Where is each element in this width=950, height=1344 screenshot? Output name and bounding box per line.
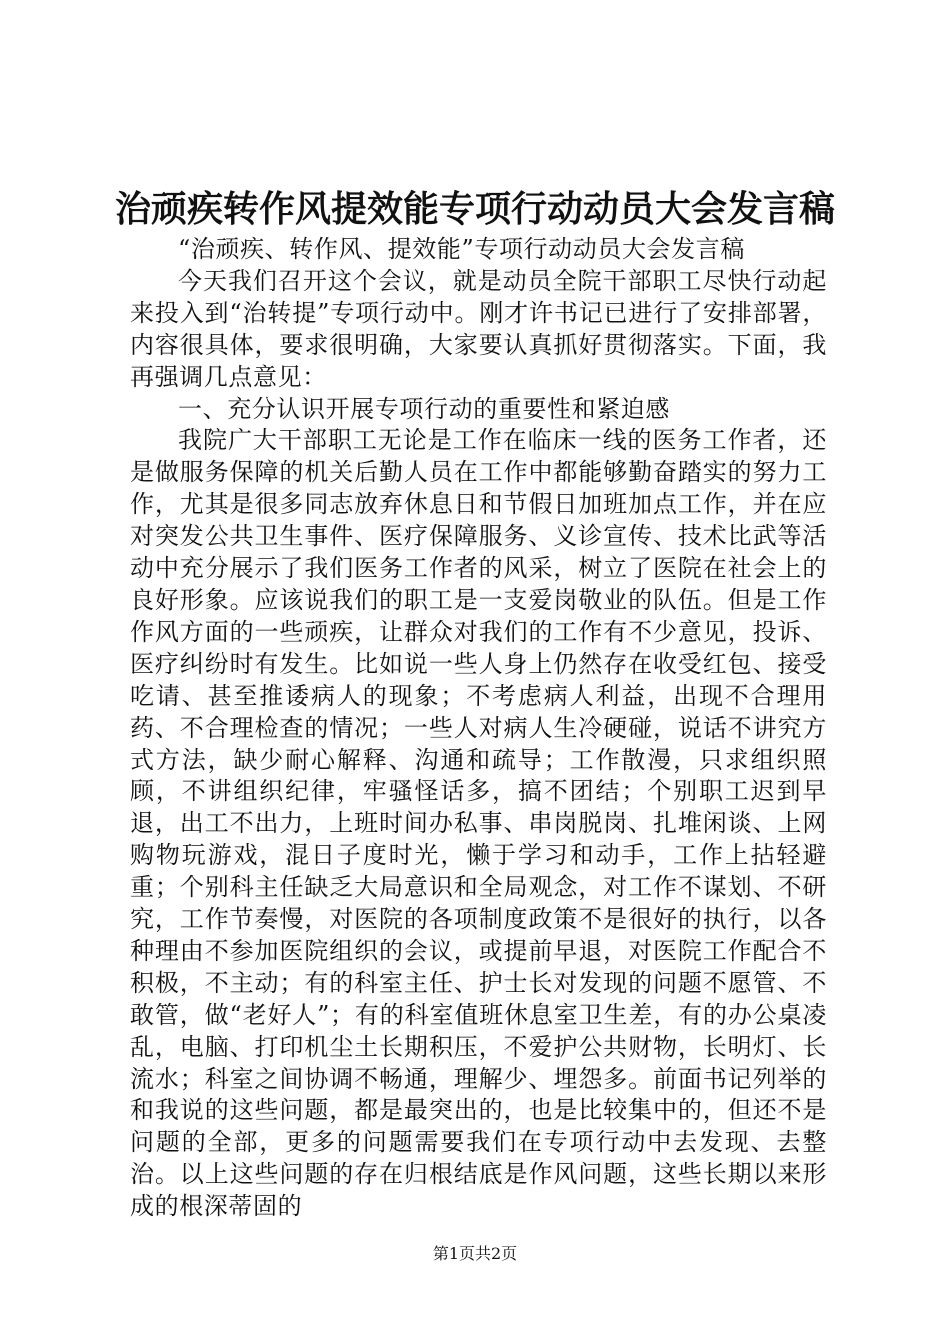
subtitle-paragraph: “治顽疾、转作风、提效能”专项行动动员大会发言稿 — [178, 235, 745, 263]
document-title: 治顽疾转作风提效能专项行动动员大会发言稿 — [114, 188, 835, 230]
body-paragraph: 我院广大干部职工无论是工作在临床一线的医务工作者，还是做服务保障的机关后勤人员在工作中都能够勤奋踏实的努力工作，尤其是很多同志放弃休息日和节假日加班加点工作，并在应对突发公共卫生事件、医疗保障服务、义诊宣传、技术比武等活动中充分展示了我们医务工作者的风采，树立了医院在社会上的良好形象。应该说我们的职工是一支爱岗敬业的队伍。但是工作作风方面的一些顽疾，让群众对我们的工作有不少意见，投诉、医疗纠纷时有发生。比如说一些人身上仍然存在收受红包、接受吃请、甚至推诿病人的现象；不考虑病人利益，出现不合理用药、不合理检查的情况；一些人对病人生冷硬碰，说话不讲究方式方法，缺少耐心解释、沟通和疏导；工作散漫，只求组织照顾，不讲组织纪律，牢骚怪话多，搞不团结；个别职工迟到早退，出工不出力，上班时间办私事、串岗脱岗、扎堆闲谈、上网购物玩游戏，混日子度时光，懒于学习和动手，工作上拈轻避重；个别科主任缺乏大局意识和全局观念，对工作不谋划、不研究，工作节奏慢，对医院的各项制度政策不是很好的执行，以各种理由不参加医院组织的会议，或提前早退，对医院工作配合不积极，不主动；有的科室主任、护士长对发现的问题不愿管、不敢管，做“老好人”；有的科室值班休息室卫生差，有的办公桌凌乱，电脑、打印机尘土长期积压，不爱护公共财物，长明灯、长流水；科室之间协调不畅通，理解少、埋怨多。前面书记列举的和我说的这些问题，都是最突出的，也是比较集中的，但还不是问题的全部，更多的问题需要我们在专项行动中去发现、去整治。以上这些问题的存在归根结底是作风问题，这些长期以来形成的根深蒂固的 — [130, 426, 827, 1221]
section-heading: 一、充分认识开展专项行动的重要性和紧迫感 — [178, 394, 670, 423]
page-number: 第1页 — [432, 1244, 475, 1263]
document-body — [130, 234, 827, 1223]
page-total: 共2页 — [475, 1244, 518, 1263]
intro-paragraph: 今天我们召开这个会议，就是动员全院干部职工尽快行动起来投入到“治转提”专项行动中。刚才许书记已进行了安排部署，内容很具体，要求很明确，大家要认真抓好贯彻落实。下面，我再强调几点意见： — [130, 266, 827, 391]
page-footer — [0, 1243, 950, 1265]
